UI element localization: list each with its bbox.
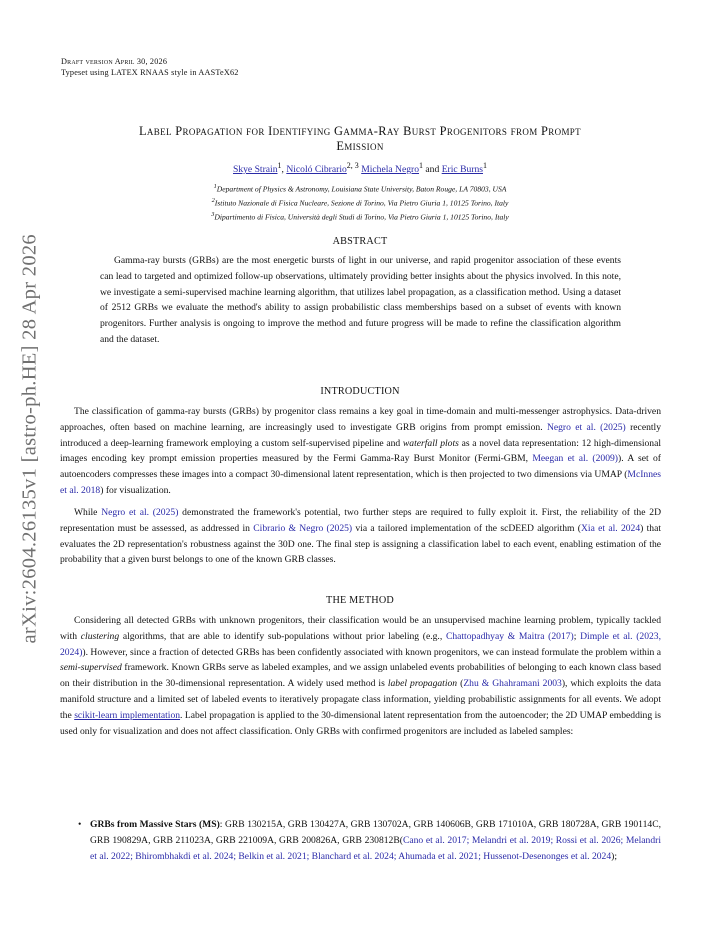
typeset-line: Typeset using LATEX RNAAS style in AASTeX62 [61, 68, 239, 77]
citation-link[interactable]: Negro et al. (2025) [101, 507, 179, 518]
citation-link[interactable]: McInnes et al. 2018 [60, 469, 661, 496]
author-link[interactable]: Michela Negro [361, 164, 420, 176]
text-run: ); [611, 850, 618, 862]
title-line-1: Label Propagation for Identifying Gamma-Ray Burst Progenitors from Prompt [138, 124, 581, 138]
text-run: framework. Known GRBs serve as labeled examples, and we assign unlabeled events probabilities of belonging to each known class based on their distribution in the 30-dimensional representation. A widely used method is [60, 662, 661, 690]
aff-sup: 2 [211, 197, 215, 205]
citation-link[interactable]: Negro et al. (2025) [546, 421, 626, 433]
bullet-icon: • [78, 819, 82, 830]
text-run: recently introduced a deep-learning framework employing a custom self-supervised pipeline and [60, 421, 662, 449]
emphasis: label propagation [387, 678, 458, 690]
author-and: and [425, 164, 440, 176]
title-line-2: Emission [336, 139, 384, 153]
method-paragraph [60, 613, 661, 739]
abstract-heading: ABSTRACT [332, 236, 388, 247]
affiliation [60, 181, 660, 195]
scikit-learn-link[interactable]: scikit-learn implementation [74, 709, 181, 721]
citation-link[interactable]: Chattopadhyay & Maitra (2017) [445, 630, 574, 642]
text-run: ). However, since a fraction of detected GRBs has been confidently associated with known progenitors, we can instead formulate the problem within a [82, 646, 661, 658]
affiliation [60, 209, 660, 223]
list-item [78, 817, 662, 864]
citation-link[interactable]: Xia et al. 2024 [581, 522, 641, 534]
aff-sup: 3 [211, 211, 215, 219]
citation-link[interactable]: Cibrario & Negro (2025) [253, 522, 353, 534]
author-link[interactable]: Skye Strain [233, 164, 278, 176]
abstract-text: Gamma-ray bursts (GRBs) are the most energetic bursts of light in our universe, and rapid progenitor association of these events can lead to targeted and optimized follow-up observations, ultimately providing better insights about the physics involved. In this note, we investigate a semi-supervised machine learning algorithm, that utilizes label propagation, as a classification method. Using a dataset of 2512 GRBs we evaluate the method's ability to assign probabilistic class memberships based on a subset of events with known progenitors. Further analysis is ongoing to improve the method and future progress will be made to refine the classification algorithm and the dataset. [100, 255, 621, 345]
text-run: via a tailored implementation of the scDEED algorithm ( [352, 522, 581, 534]
author-sup: 1 [419, 161, 424, 170]
intro-paragraph-1 [60, 404, 661, 499]
text-run: algorithms, that are able to identify sub-populations without prior labeling (e.g., [119, 630, 446, 642]
author-link[interactable]: Nicoló Cibrario [286, 164, 347, 176]
citation-link[interactable]: Zhu & Ghahramani 2003 [463, 678, 562, 690]
paper-title [60, 124, 660, 154]
emphasis: waterfall plots [402, 437, 459, 449]
intro-heading: INTRODUCTION [320, 386, 400, 397]
emphasis: clustering [80, 630, 120, 642]
emphasis: semi-supervised [60, 662, 122, 674]
affiliation [60, 195, 660, 209]
aff-text: Istituto Nazionale di Fisica Nucleare, Sezione di Torino, Via Pietro Giuria 1, 10125 Torino, Italy [214, 198, 509, 208]
aff-text: Department of Physics & Astronomy, Louisiana State University, Baton Rouge, LA 70803, USA [216, 184, 507, 194]
citation-link[interactable]: Meegan et al. (2009) [532, 453, 618, 465]
text-run: ) that evaluates the 2D representation's robustness against the 30D one. The final step is assigning a classification label to each event, enabling estimation of the probability that a given burst belongs to one of the known GRB classes. [60, 522, 662, 566]
text-run: ( [457, 678, 464, 690]
citation-link[interactable]: Cano et al. 2017; Melandri et al. 2019; Rossi et al. 2026; Melandri et al. 2022; Bhirombhakdi et al. 2024; Belkin et al. 2021; Blanchard et al. 2024; Ahumada et al. 2021; Hussenot-Desenonges et al. 2024 [90, 834, 661, 862]
text-run: ) for visualization. [100, 484, 171, 496]
text-run: : GRB 130215A, GRB 130427A, GRB 130702A, GRB 140606B, GRB 171010A, GRB 180728A, GRB 190114C, GRB 190829A, GRB 211023A, GRB 221009A, GRB 200826A, GRB 230812B( [90, 819, 662, 846]
citation-link[interactable]: Dimple et al. (2023, 2024) [60, 630, 662, 658]
draft-header [61, 56, 239, 78]
text-run: ). A set of autoencoders compresses these images into a compact 30-dimensional latent representation, which is then projected to two dimensions via UMAP ( [60, 453, 662, 481]
affiliations [60, 181, 660, 224]
author-list: Skye Strain$^1$, Nicoló Cibrario$^{2, 3}$ Michela Negro$^1$ and Eric Burns$^1$ [233, 161, 487, 176]
aff-sup: 1 [213, 183, 217, 190]
text-run: as a novel data representation: 12 high-dimensional images encoding key prompt emission properties measured by the Fermi Gamma-Ray Burst Monitor (Fermi-GBM, [60, 437, 662, 465]
text-run: demonstrated the framework's potential, two further steps are required to fully exploit it. First, the reliability of the 2D representation must be assessed, as addressed in [60, 507, 661, 534]
text-run: . Label propagation is applied to the 30-dimensional latent representation from the autoencoder; the 2D UMAP embedding is used only for visualization and does not affect classification. Only GRBs with confirmed progenitors are included as labeled samples: [60, 709, 662, 737]
author-sup: 2, 3 [346, 161, 359, 170]
method-heading: THE METHOD [326, 595, 394, 606]
text-run: While [74, 507, 102, 518]
intro-paragraph-2 [60, 505, 661, 568]
bullet-title: GRBs from Massive Stars (MS) [90, 819, 220, 830]
aff-text: Dipartimento di Fisica, Università degli Studi di Torino, Via Pietro Giuria 1, 10125 Torino, Italy [214, 213, 509, 222]
text-run: ), which exploits the data manifold structure and a limited set of labeled events to iteratively propagate class information, yielding probabilistic assignments for all events. We adopt the [60, 678, 661, 721]
author-sup: 1 [277, 161, 282, 170]
author-sup: 1 [483, 161, 487, 170]
text-run: Considering all detected GRBs with unknown progenitors, their classification would be an unsupervised machine learning problem, typically tackled with [60, 615, 661, 642]
author-link[interactable]: Eric Burns [441, 164, 483, 176]
text-run: ; [573, 630, 581, 642]
arxiv-sidebar-stamp: arXiv:2604.26135v1 [astro-ph.HE] 28 Apr 2026 [18, 234, 41, 644]
text-run: The classification of gamma-ray bursts (GRBs) by progenitor class remains a key goal in time-domain and multi-messenger astrophysics. Data-driven approaches, often based on machine learning, are increasingly used to investigate GRB origins from prompt emission. [60, 406, 661, 433]
draft-version: Draft version April 30, 2026 [61, 57, 168, 66]
